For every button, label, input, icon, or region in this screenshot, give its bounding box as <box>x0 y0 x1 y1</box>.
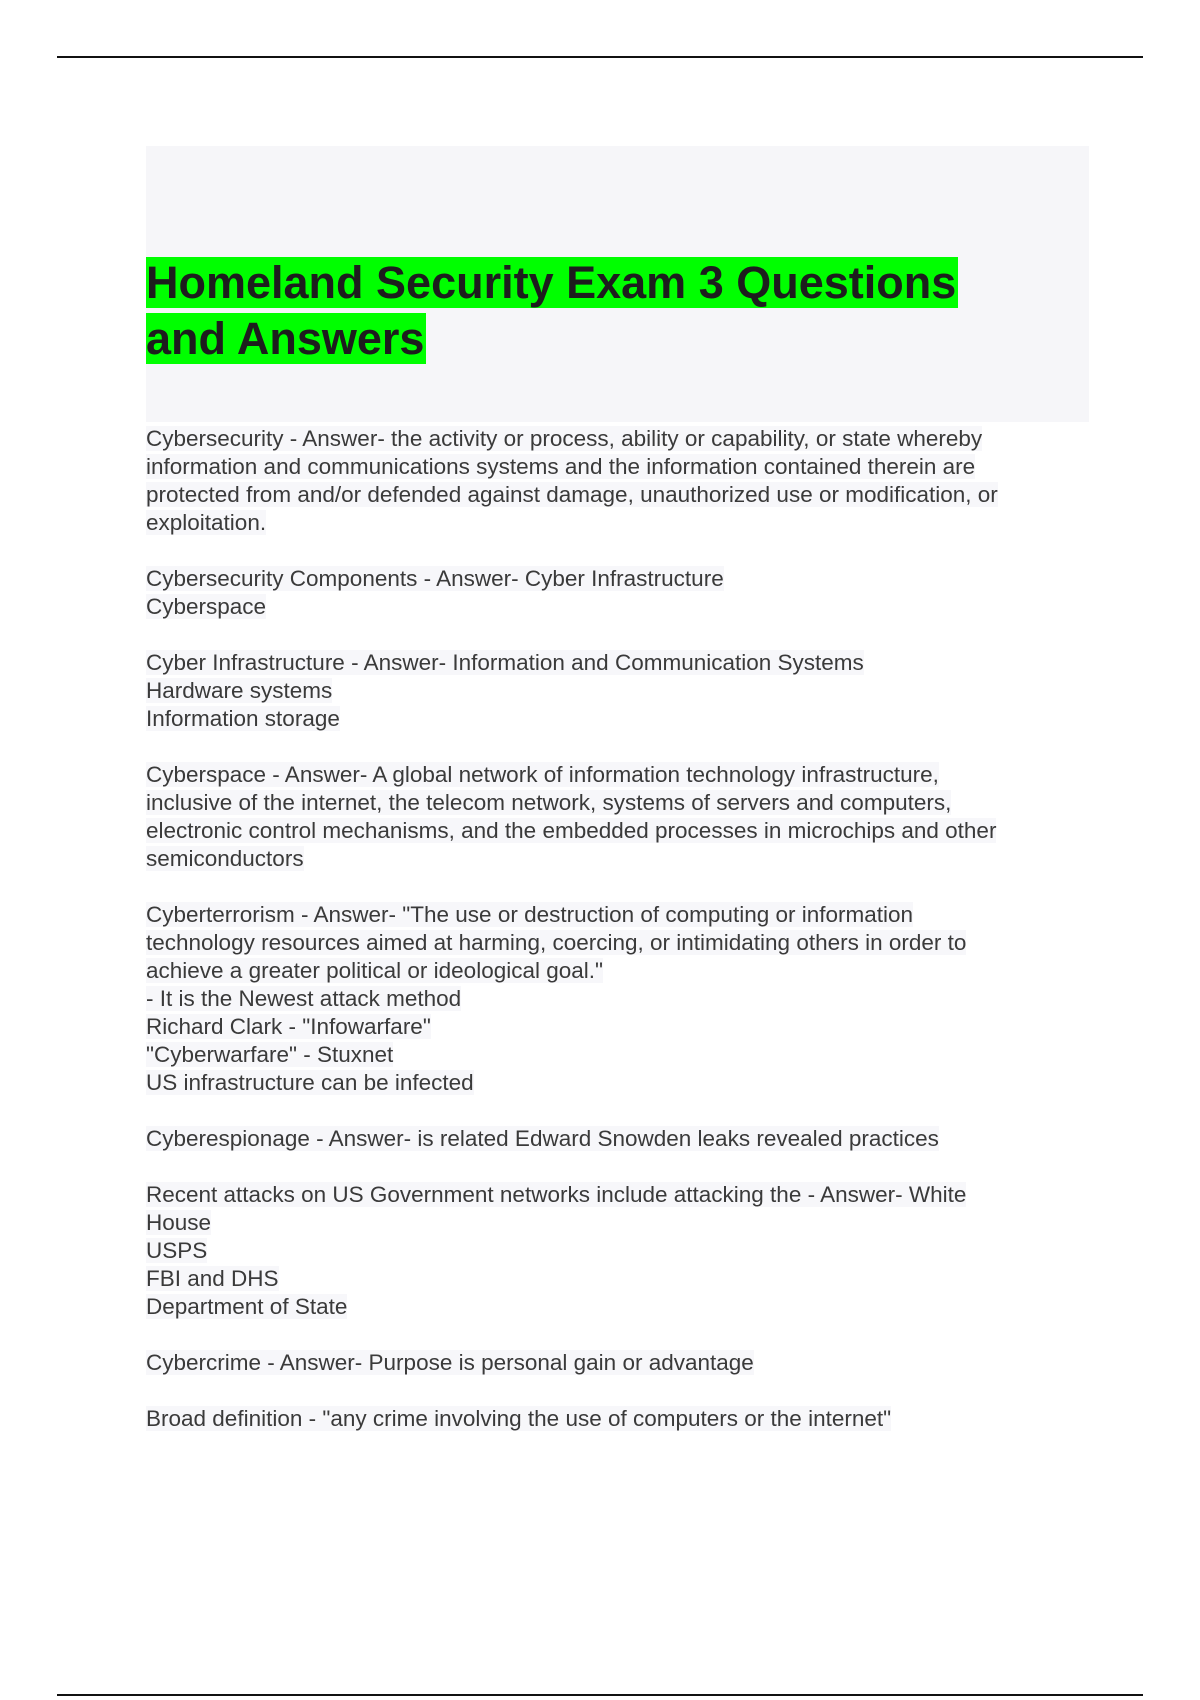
qa-entry-cybersecurity-components <box>146 565 1076 621</box>
entry-line: Cyberterrorism - Answer- "The use or destruction of computing or information <box>146 902 914 927</box>
entry-line: House <box>146 1210 212 1235</box>
entry-line: achieve a greater political or ideological goal." <box>146 958 604 983</box>
entry-line: FBI and DHS <box>146 1266 279 1291</box>
entry-line: semiconductors <box>146 846 304 871</box>
title-line-1: Homeland Security Exam 3 Questions <box>146 257 957 308</box>
entry-line: Broad definition - "any crime involving the use of computers or the internet" <box>146 1406 892 1431</box>
qa-entry-cyberspace <box>146 761 1076 873</box>
entry-line: Department of State <box>146 1294 348 1319</box>
qa-list <box>146 425 1076 1461</box>
entry-line: protected from and/or defended against damage, unauthorized use or modification, or <box>146 482 998 507</box>
entry-line: - It is the Newest attack method <box>146 986 462 1011</box>
entry-line: USPS <box>146 1238 208 1263</box>
entry-line: Cybersecurity Components - Answer- Cyber Infrastructure <box>146 566 724 591</box>
qa-entry-cybersecurity <box>146 425 1076 537</box>
qa-entry-cyberespionage <box>146 1125 1076 1153</box>
entry-line: Richard Clark - "Infowarfare" <box>146 1014 431 1039</box>
entry-line: electronic control mechanisms, and the embedded processes in microchips and other <box>146 818 997 843</box>
qa-entry-broad-definition <box>146 1405 1076 1433</box>
entry-line: Recent attacks on US Government networks include attacking the - Answer- White <box>146 1182 967 1207</box>
entry-line: Cyberspace <box>146 594 267 619</box>
top-rule <box>57 56 1143 58</box>
entry-line: inclusive of the internet, the telecom network, systems of servers and computers, <box>146 790 952 815</box>
entry-line: Hardware systems <box>146 678 333 703</box>
entry-line: Cyberespionage - Answer- is related Edward Snowden leaks revealed practices <box>146 1126 939 1151</box>
title-line-2: and Answers <box>146 313 425 364</box>
qa-entry-cybercrime <box>146 1349 1076 1377</box>
entry-line: Cyber Infrastructure - Answer- Information and Communication Systems <box>146 650 864 675</box>
entry-line: Information storage <box>146 706 340 731</box>
entry-line: information and communications systems and the information contained therein are <box>146 454 976 479</box>
entry-line: US infrastructure can be infected <box>146 1070 474 1095</box>
entry-line: technology resources aimed at harming, coercing, or intimidating others in order to <box>146 930 967 955</box>
entry-line: Cybersecurity - Answer- the activity or process, ability or capability, or state whereby <box>146 426 983 451</box>
entry-line: "Cyberwarfare" - Stuxnet <box>146 1042 394 1067</box>
document-title <box>146 255 1046 367</box>
entry-line: exploitation. <box>146 510 267 535</box>
qa-entry-cyber-infrastructure <box>146 649 1076 733</box>
entry-line: Cyberspace - Answer- A global network of information technology infrastructure, <box>146 762 939 787</box>
bottom-rule <box>57 1694 1143 1696</box>
entry-line: Cybercrime - Answer- Purpose is personal gain or advantage <box>146 1350 754 1375</box>
qa-entry-recent-attacks <box>146 1181 1076 1321</box>
qa-entry-cyberterrorism <box>146 901 1076 1097</box>
